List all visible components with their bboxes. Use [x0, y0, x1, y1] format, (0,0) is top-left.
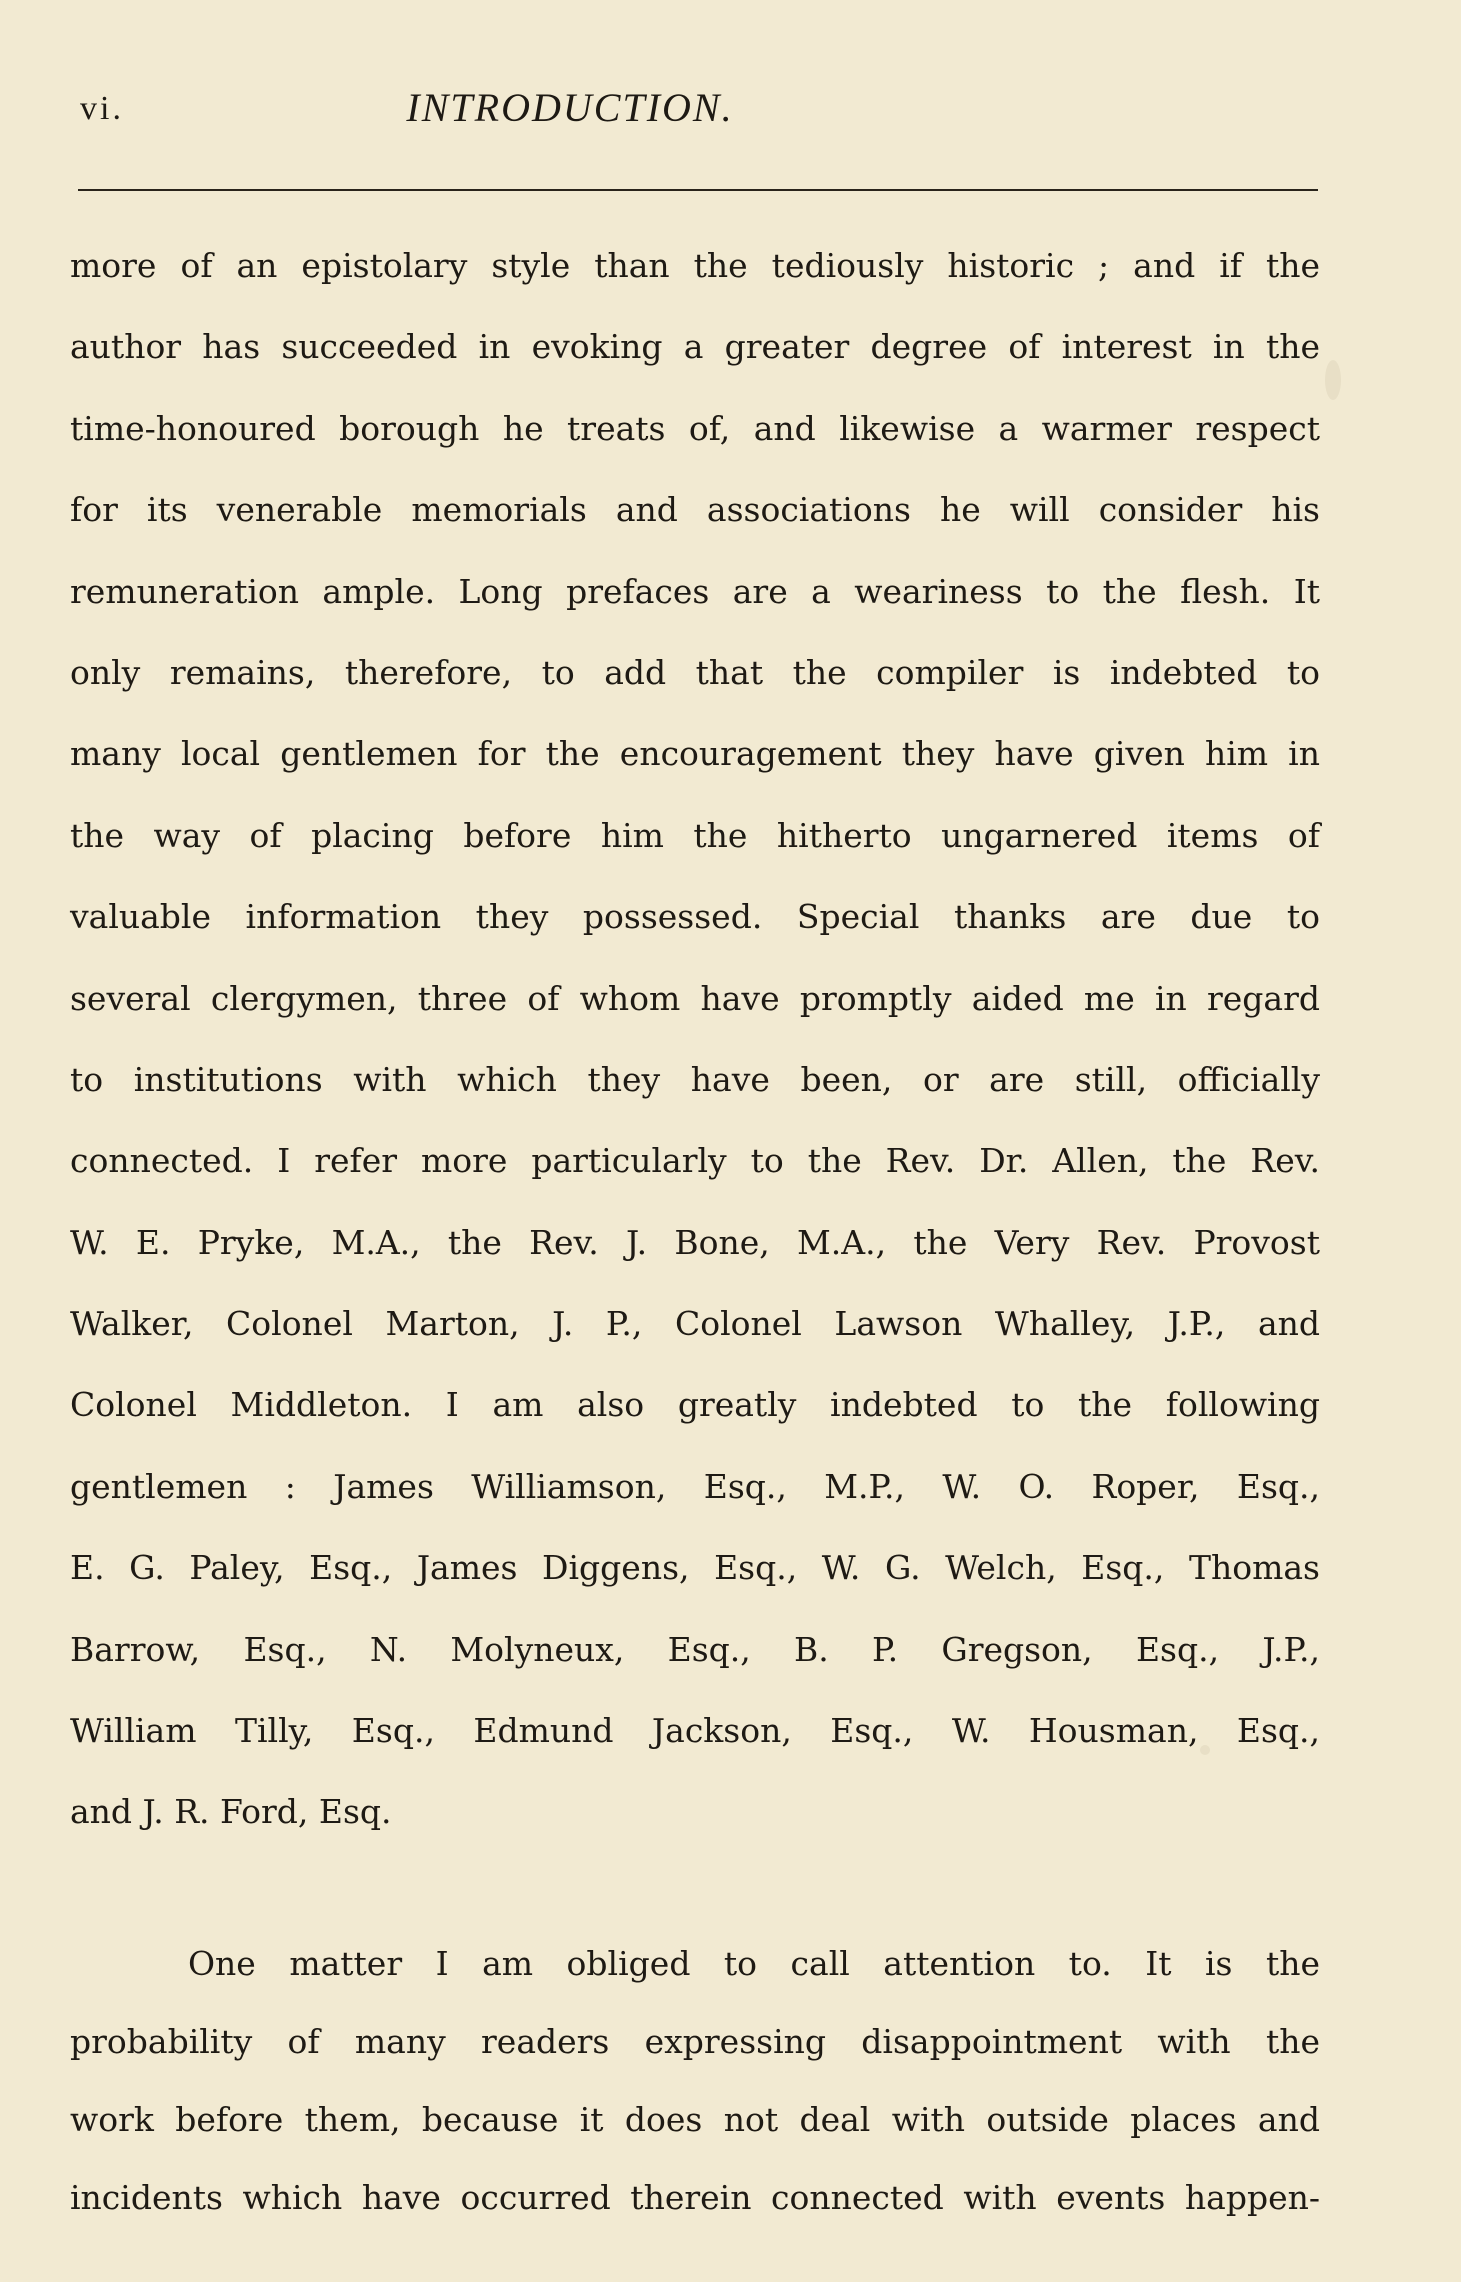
- text-line: gentlemen : James Williamson, Esq., M.P., W. O. Roper, Esq.,: [70, 1466, 1320, 1506]
- text-line: Barrow, Esq., N. Molyneux, Esq., B. P. Gregson, Esq., J.P.,: [70, 1629, 1320, 1669]
- text-line: only remains, therefore, to add that the compiler is indebted to: [70, 652, 1320, 692]
- text-line: the way of placing before him the hitherto ungarnered items of: [70, 815, 1320, 855]
- paragraph-1: [70, 233, 1320, 1861]
- text-line: valuable information they possessed. Special thanks are due to: [70, 897, 1320, 937]
- text-line: more of an epistolary style than the tediously historic ; and if the: [70, 246, 1320, 285]
- text-line: One matter I am obliged to call attention to. It is the: [188, 1943, 1320, 1983]
- text-line: for its venerable memorials and associations he will consider his: [70, 490, 1320, 530]
- text-line: and J. R. Ford, Esq.: [70, 1792, 392, 1832]
- page-header: [0, 84, 1461, 144]
- text-line: author has succeeded in evoking a greater degree of interest in the: [70, 327, 1320, 367]
- text-line: time-honoured borough he treats of, and likewise a warmer respect: [70, 408, 1320, 448]
- body-text: [70, 233, 1320, 2243]
- text-line: several clergymen, three of whom have promptly aided me in regard: [70, 978, 1320, 1018]
- text-line: incidents which have occurred therein connected with events happen-: [70, 2177, 1320, 2217]
- text-line: W. E. Pryke, M.A., the Rev. J. Bone, M.A., the Very Rev. Provost: [70, 1222, 1320, 1262]
- text-line: William Tilly, Esq., Edmund Jackson, Esq., W. Housman, Esq.,: [70, 1711, 1320, 1751]
- text-line: probability of many readers expressing disappointment with the: [70, 2021, 1320, 2061]
- paper-blemish: [1200, 1745, 1210, 1755]
- text-line: work before them, because it does not deal with outside places and: [70, 2099, 1320, 2139]
- text-line: connected. I refer more particularly to the Rev. Dr. Allen, the Rev.: [70, 1141, 1320, 1181]
- text-line: Walker, Colonel Marton, J. P., Colonel Lawson Whalley, J.P., and: [70, 1304, 1320, 1344]
- header-rule: [78, 189, 1318, 191]
- text-line: many local gentlemen for the encouragement they have given him in: [70, 734, 1320, 774]
- text-line: E. G. Paley, Esq., James Diggens, Esq., W. G. Welch, Esq., Thomas: [70, 1548, 1320, 1588]
- paper-blemish: [1325, 360, 1341, 400]
- paragraph-2: [70, 1931, 1320, 2243]
- text-line: Colonel Middleton. I am also greatly indebted to the following: [70, 1385, 1320, 1425]
- text-line: to institutions with which they have been, or are still, officially: [70, 1059, 1320, 1099]
- page-number: vi.: [80, 90, 124, 127]
- text-line: remuneration ample. Long prefaces are a weariness to the flesh. It: [70, 571, 1320, 611]
- running-title: INTRODUCTION.: [406, 85, 734, 130]
- paragraph-gap: [70, 1861, 1320, 1931]
